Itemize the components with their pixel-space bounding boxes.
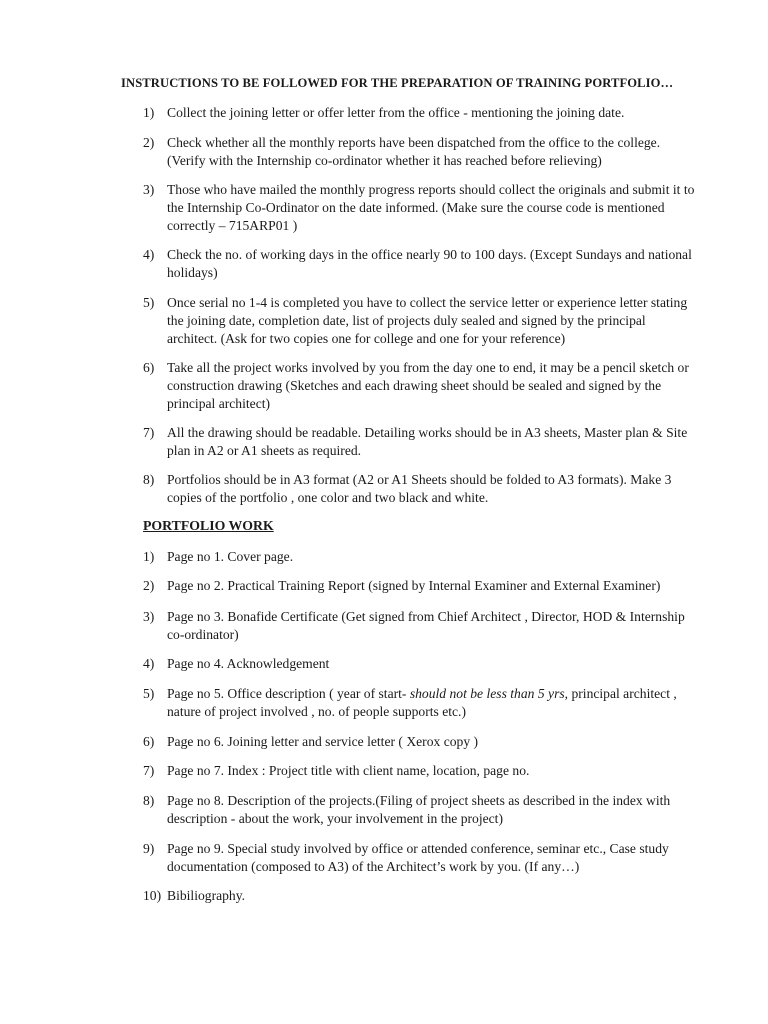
item-text: Page no 8. Description of the projects.(Filing of project sheets as described in the index with: [167, 793, 671, 808]
item-number: 7): [143, 425, 155, 440]
item-number: 6): [143, 734, 155, 749]
item-text: Page no 3. Bonafide Certificate (Get signed from Chief Architect , Director, HOD & Internship: [167, 609, 685, 624]
item-number: 5): [143, 686, 155, 701]
item-number: 4): [143, 656, 155, 671]
instruction-item-4: [143, 246, 743, 282]
item-text: plan in A2 or A1 sheets as required.: [167, 443, 362, 458]
portfolio-item-6: [143, 733, 743, 751]
item-text: Page no 7. Index : Project title with client name, location, page no.: [167, 763, 530, 778]
item-number: 2): [143, 135, 155, 150]
item-text: co-ordinator): [167, 627, 239, 642]
item-text-segment: , principal architect ,: [564, 686, 677, 701]
item-text: Those who have mailed the monthly progress reports should collect the originals and submit it to: [167, 182, 695, 197]
item-number: 3): [143, 609, 155, 624]
item-text: copies of the portfolio , one color and two black and white.: [167, 490, 489, 505]
instruction-item-8: [143, 471, 743, 507]
item-text-line: [167, 685, 743, 703]
instruction-item-3: [143, 181, 743, 235]
portfolio-item-4: [143, 655, 743, 673]
item-text: Check whether all the monthly reports have been dispatched from the office to the college.: [167, 135, 661, 150]
portfolio-item-8: [143, 792, 743, 828]
item-number: 6): [143, 360, 155, 375]
item-number: 1): [143, 105, 155, 120]
item-text: correctly – 715ARP01 ): [167, 218, 298, 233]
portfolio-item-2: [143, 577, 743, 595]
item-number: 3): [143, 182, 155, 197]
item-text: Once serial no 1-4 is completed you have to collect the service letter or experience letter stating: [167, 295, 688, 310]
instruction-item-7: [143, 424, 743, 460]
item-text: holidays): [167, 265, 218, 280]
item-text: the joining date, completion date, list of projects duly sealed and signed by the principal: [167, 313, 646, 328]
portfolio-item-9: [143, 840, 743, 876]
item-number: 4): [143, 247, 155, 262]
instruction-item-6: [143, 359, 743, 413]
item-number: 7): [143, 763, 155, 778]
item-number: 9): [143, 841, 155, 856]
item-text: documentation (composed to A3) of the Architect’s work by you. (If any…): [167, 859, 580, 874]
item-text: Take all the project works involved by you from the day one to end, it may be a pencil sketch or: [167, 360, 689, 375]
item-text: Page no 1. Cover page.: [167, 549, 294, 564]
item-text: Portfolios should be in A3 format (A2 or A1 Sheets should be folded to A3 formats). Make 3: [167, 472, 672, 487]
portfolio-item-1: [143, 548, 743, 566]
item-text: Page no 6. Joining letter and service letter ( Xerox copy ): [167, 734, 479, 749]
item-number: 5): [143, 295, 155, 310]
instruction-item-5: [143, 294, 743, 348]
portfolio-item-5: [143, 685, 743, 721]
item-text: Page no 4. Acknowledgement: [167, 656, 330, 671]
item-number: 8): [143, 472, 155, 487]
portfolio-item-7: [143, 762, 743, 780]
item-text: construction drawing (Sketches and each drawing sheet should be sealed and signed by the: [167, 378, 662, 393]
item-number: 2): [143, 578, 155, 593]
item-text: description - about the work, your involvement in the project): [167, 811, 503, 826]
item-text: Collect the joining letter or offer letter from the office - mentioning the joining date.: [167, 105, 625, 120]
document-title: INSTRUCTIONS TO BE FOLLOWED FOR THE PREPARATION OF TRAINING PORTFOLIO…: [121, 76, 674, 90]
item-text: (Verify with the Internship co-ordinator whether it has reached before relieving): [167, 153, 602, 168]
instruction-item-1: [143, 104, 743, 122]
item-text: the Internship Co-Ordinator on the date informed. (Make sure the course code is mentioned: [167, 200, 665, 215]
portfolio-work-heading: PORTFOLIO WORK: [143, 518, 274, 533]
item-text-segment: Page no 5. Office description ( year of start-: [167, 686, 410, 701]
item-text: architect. (Ask for two copies one for college and one for your reference): [167, 331, 566, 346]
portfolio-item-3: [143, 608, 743, 644]
item-text: Page no 9. Special study involved by office or attended conference, seminar etc., Case study: [167, 841, 669, 856]
item-text: nature of project involved , no. of people supports etc.): [167, 704, 466, 719]
item-text: Page no 2. Practical Training Report (signed by Internal Examiner and External Examiner): [167, 578, 661, 593]
item-text-emphasis: should not be less than 5 yrs: [409, 686, 565, 701]
item-number: 10): [143, 888, 162, 903]
item-number: 1): [143, 549, 155, 564]
item-text: All the drawing should be readable. Detailing works should be in A3 sheets, Master plan & Site: [167, 425, 688, 440]
portfolio-item-10: [143, 887, 743, 905]
item-text: Bibiliography.: [167, 888, 246, 903]
item-text: Check the no. of working days in the office nearly 90 to 100 days. (Except Sundays and national: [167, 247, 692, 262]
instruction-item-2: [143, 134, 743, 170]
item-text: principal architect): [167, 396, 271, 411]
item-number: 8): [143, 793, 155, 808]
